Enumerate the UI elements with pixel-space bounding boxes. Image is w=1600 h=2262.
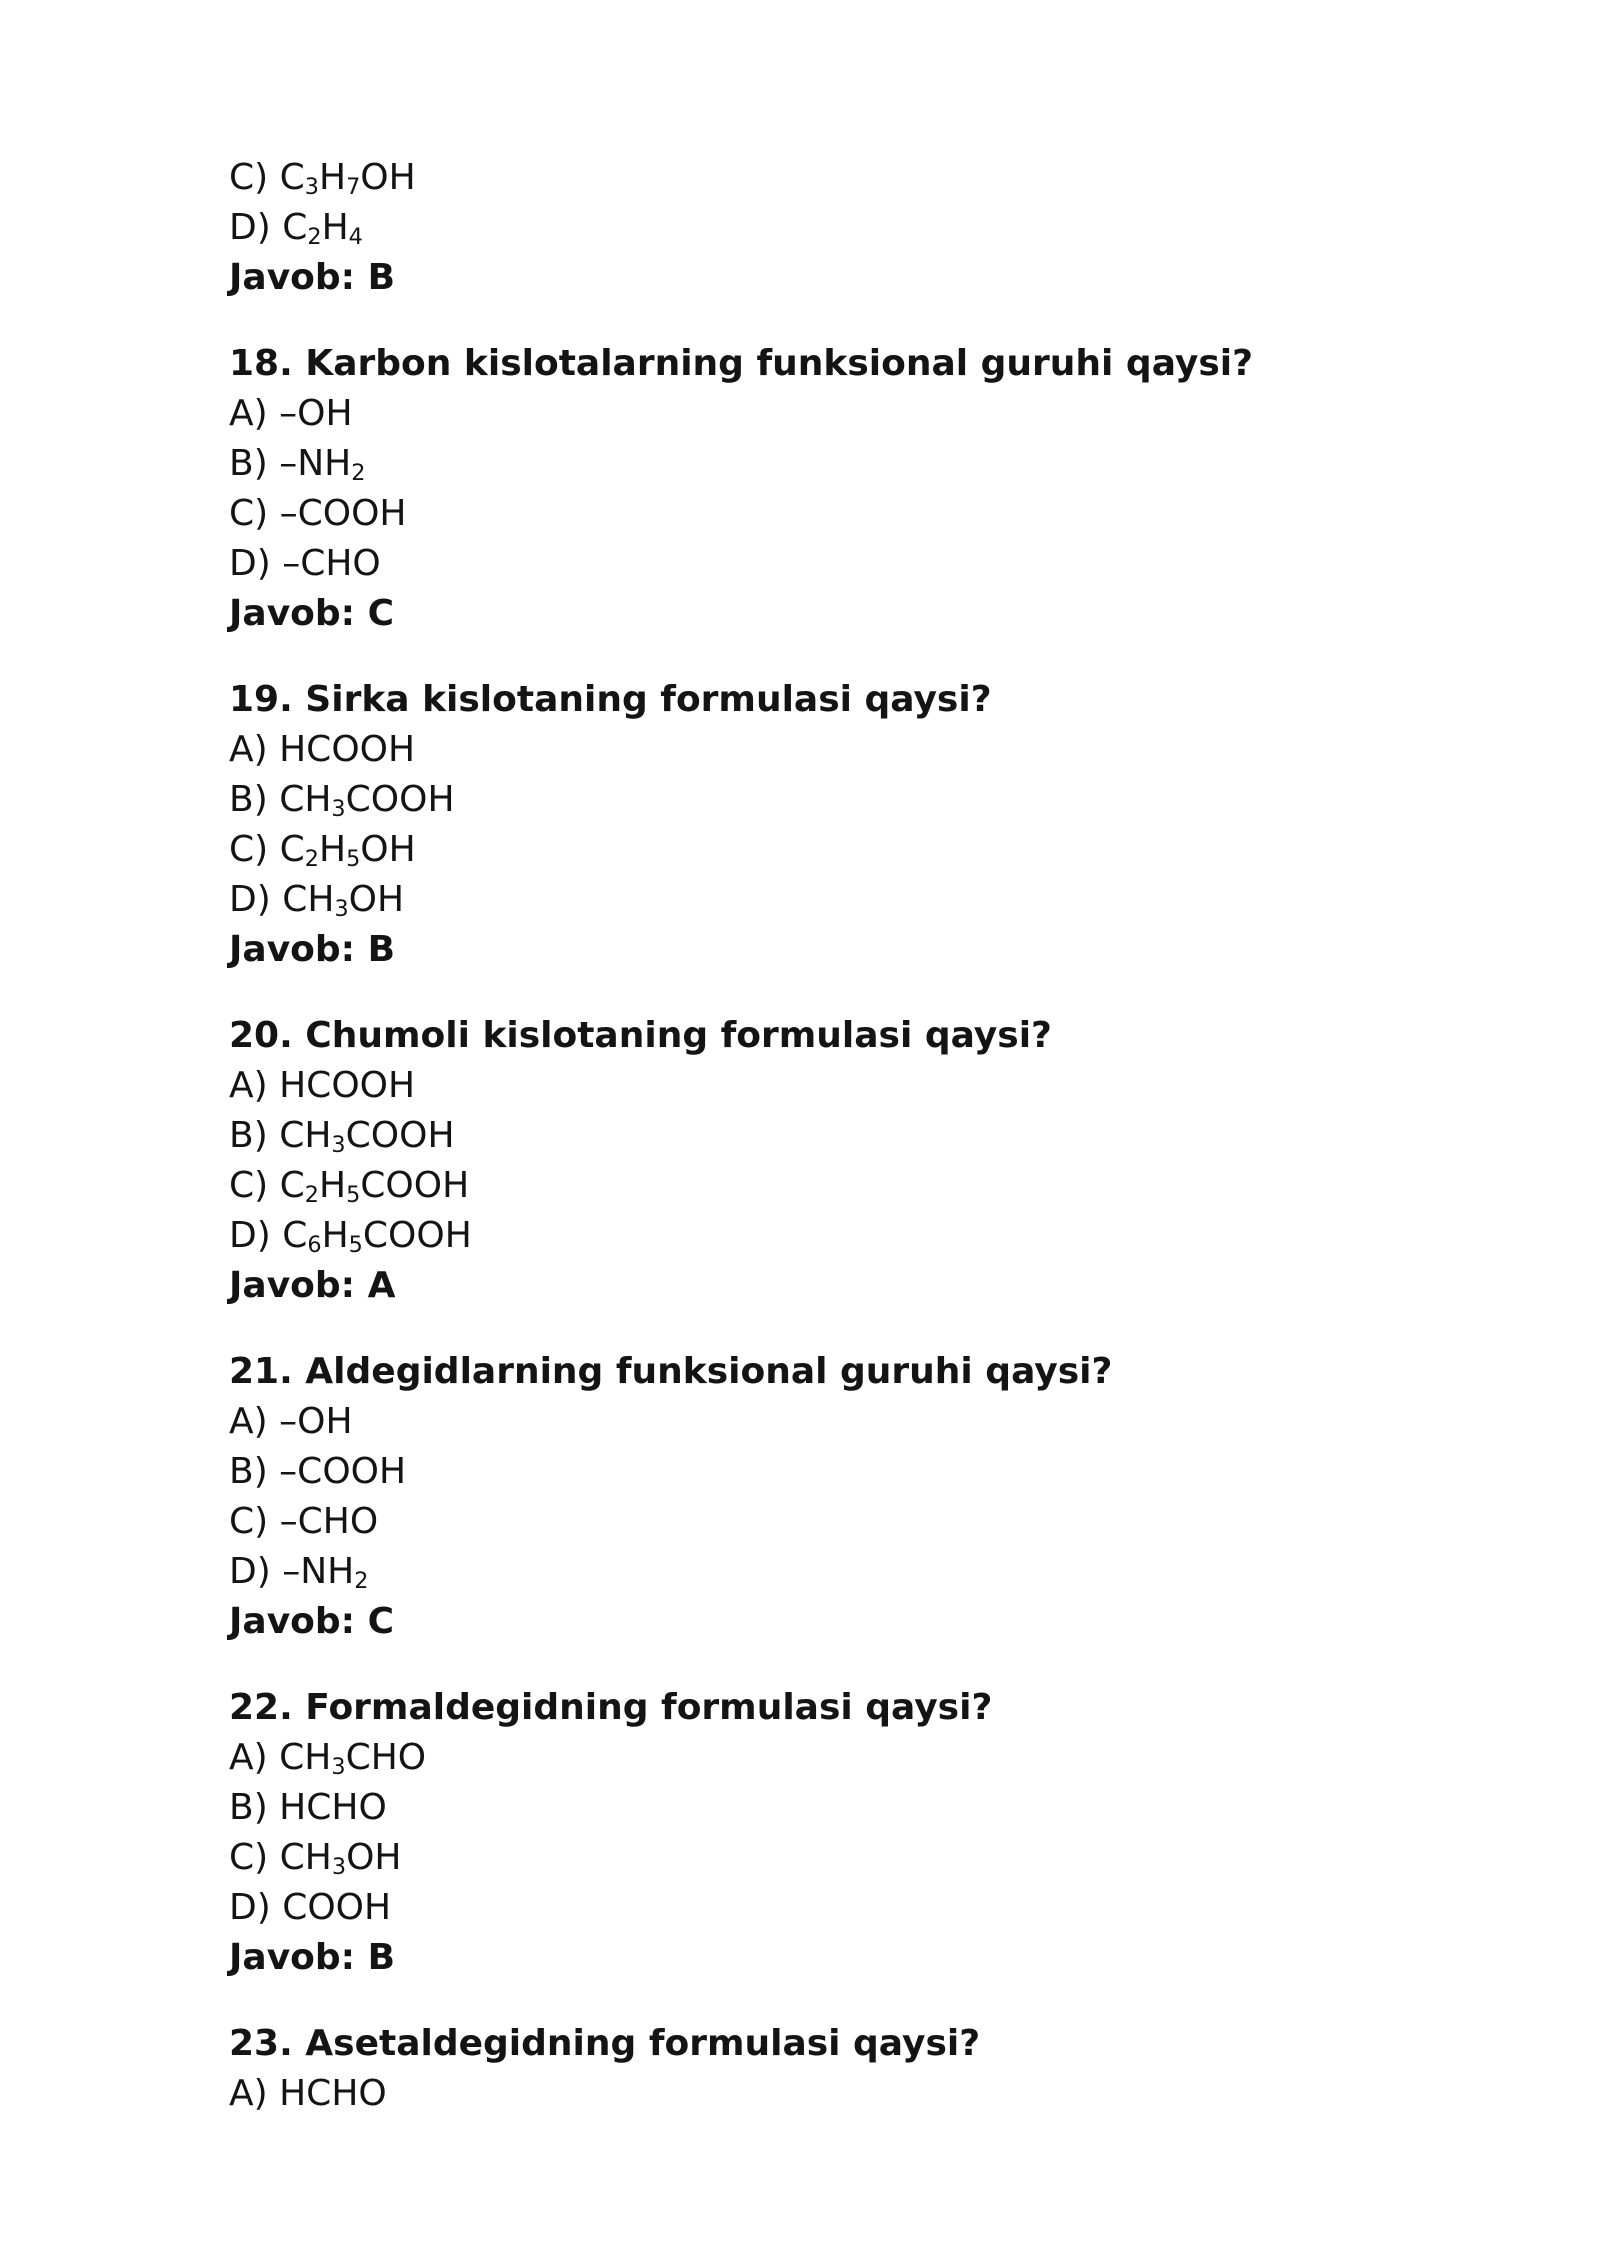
answer-line: Javob: B	[229, 1937, 396, 1978]
answer-line: Javob: C	[229, 593, 395, 634]
answer-line: Javob: B	[229, 257, 396, 298]
question-title: 20. Chumoli kislotaning formulasi qaysi?	[229, 1015, 1052, 1056]
question-title: 22. Formaldegidning formulasi qaysi?	[229, 1687, 993, 1728]
question-block	[229, 339, 1429, 639]
option-line: C) $C_2H_5OH$	[229, 829, 416, 872]
option-line: A) –OH	[229, 1401, 353, 1442]
question-block	[229, 1347, 1429, 1647]
option-line: C) –CHO	[229, 1501, 379, 1542]
option-line: C) –COOH	[229, 493, 407, 534]
option-line: D) $C_6H_5COOH$	[229, 1215, 472, 1258]
lead-block	[229, 153, 1429, 303]
option-line: B) $CH_3COOH$	[229, 779, 455, 822]
question-block	[229, 2019, 1429, 2119]
option-line: D) COOH	[229, 1887, 392, 1928]
question-title: 19. Sirka kislotaning formulasi qaysi?	[229, 679, 992, 720]
option-line: A) –OH	[229, 393, 353, 434]
option-line: D) $C_2H_4$	[229, 207, 363, 250]
option-line: C) $C_3H_7OH$	[229, 157, 416, 200]
answer-line: Javob: B	[229, 929, 396, 970]
answer-line: Javob: C	[229, 1601, 395, 1642]
option-line: D) $-NH_2$	[229, 1551, 369, 1594]
option-line: C) $C_2H_5COOH$	[229, 1165, 470, 1208]
question-block	[229, 1011, 1429, 1311]
answer-line: Javob: A	[229, 1265, 396, 1306]
question-block	[229, 675, 1429, 975]
option-line: B) HCHO	[229, 1787, 387, 1828]
option-line: B) $-NH_2$	[229, 443, 366, 486]
question-title: 21. Aldegidlarning funksional guruhi qaysi?	[229, 1351, 1113, 1392]
option-line: A) HCOOH	[229, 1065, 416, 1106]
option-line: B) $CH_3COOH$	[229, 1115, 455, 1158]
option-line: D) –CHO	[229, 543, 381, 584]
document-page	[229, 153, 1429, 2119]
option-line: A) HCHO	[229, 2073, 387, 2114]
question-title: 23. Asetaldegidning formulasi qaysi?	[229, 2023, 981, 2064]
option-line: D) $CH_3OH$	[229, 879, 405, 922]
question-block	[229, 1683, 1429, 1983]
option-line: A) $CH_3CHO$	[229, 1737, 427, 1780]
option-line: B) –COOH	[229, 1451, 407, 1492]
option-line: C) $CH_3OH$	[229, 1837, 402, 1880]
question-title: 18. Karbon kislotalarning funksional guruhi qaysi?	[229, 343, 1253, 384]
option-line: A) HCOOH	[229, 729, 416, 770]
